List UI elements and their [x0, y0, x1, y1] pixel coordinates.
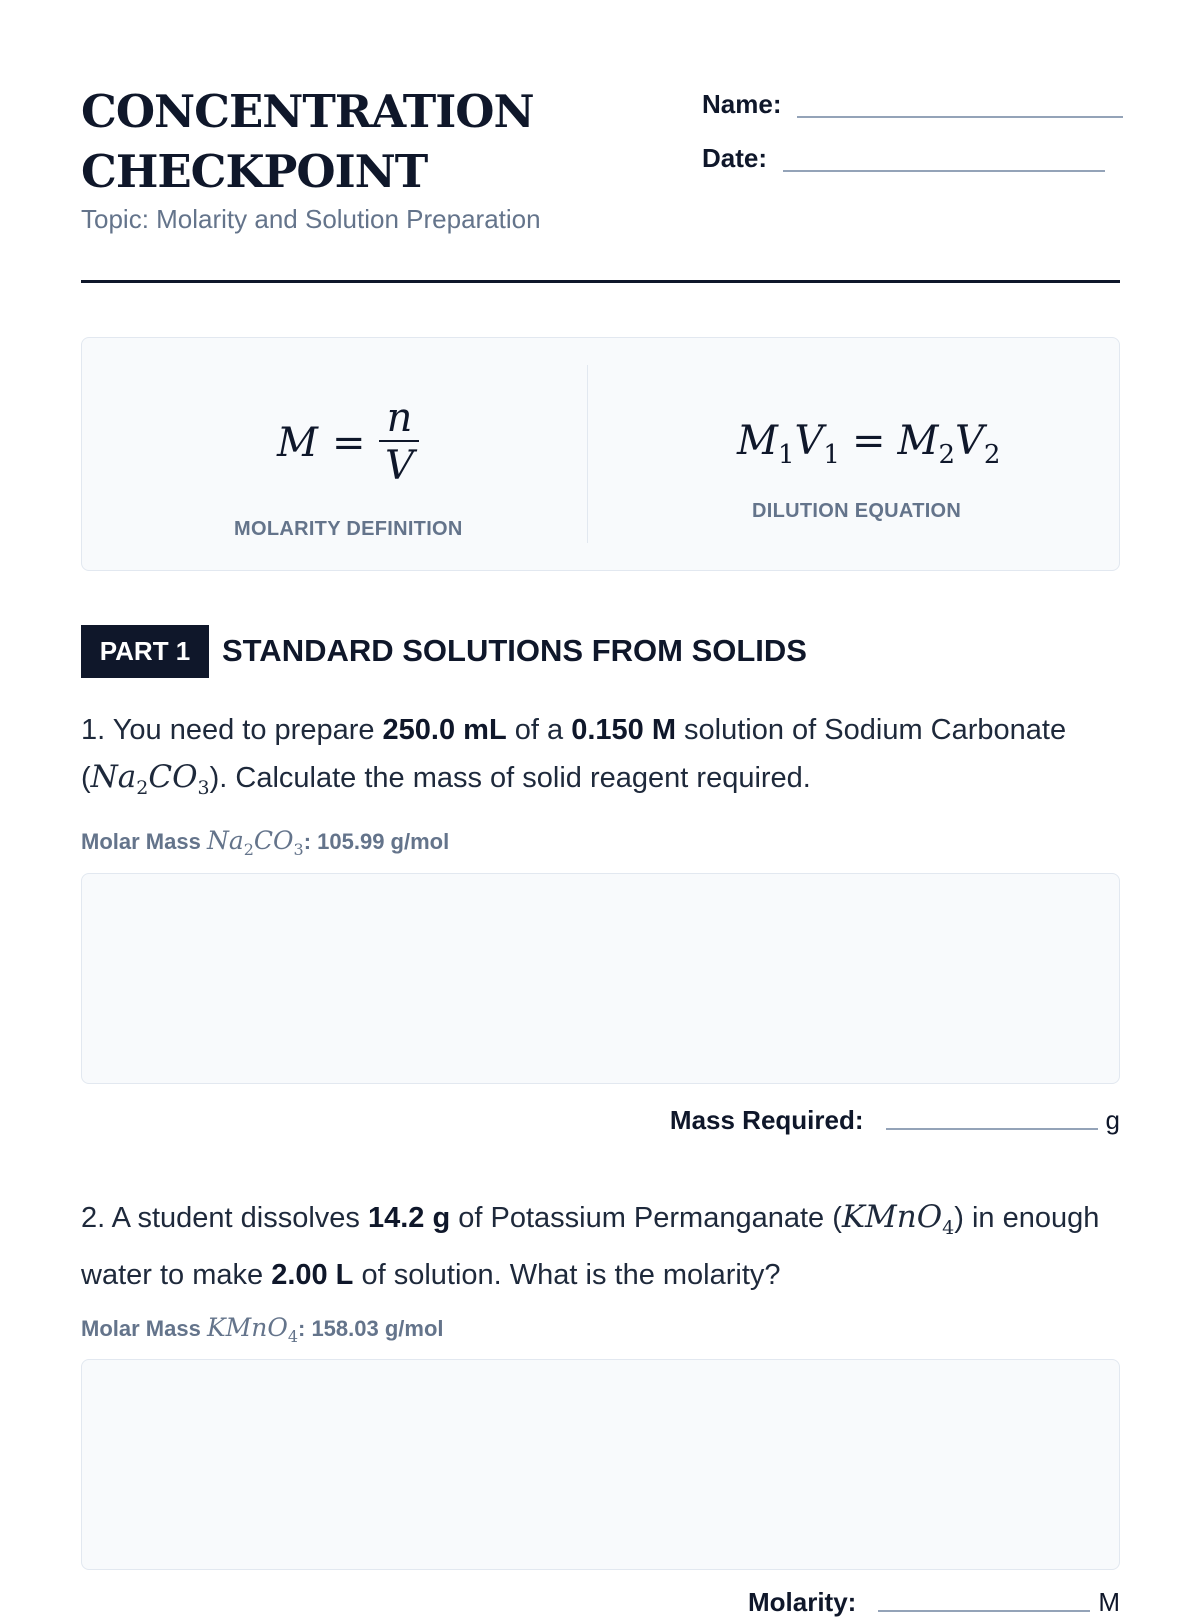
- worksheet-page: [81, 0, 1120, 1617]
- molar-mass-value: : 105.99 g/mol: [303, 829, 450, 854]
- formula-part: KMnO: [206, 1313, 288, 1342]
- name-field[interactable]: [797, 116, 1123, 118]
- molar-mass-formula: [206, 826, 304, 859]
- title-line-2: CHECKPOINT: [81, 145, 428, 198]
- formula-part: KMnO: [841, 1199, 943, 1235]
- q2-mass: 14.2 g: [367, 1202, 451, 1234]
- dilution-formula: [737, 418, 1000, 470]
- formula-subscript: 2: [136, 777, 149, 800]
- date-field[interactable]: [783, 170, 1105, 172]
- molarity-lhs: M: [277, 420, 318, 466]
- q1-text-part: 1. You need to prepare: [81, 714, 383, 746]
- q1-text-part: solution of Sodium Carbonate (: [81, 714, 1067, 794]
- formula-subscript: 4: [287, 1327, 298, 1346]
- q2-answer-label: Molarity:: [747, 1587, 857, 1617]
- name-row: [702, 80, 1123, 120]
- q1-formula: [90, 759, 210, 800]
- date-label: Date:: [702, 143, 768, 173]
- molar-mass-value: : 158.03 g/mol: [298, 1316, 444, 1341]
- q2-text-part: 2. A student dissolves: [81, 1202, 368, 1234]
- fraction-numerator: n: [386, 395, 413, 441]
- fraction-denominator: V: [385, 443, 414, 489]
- dilution-v2: V: [954, 418, 984, 464]
- formula-part: Na: [90, 759, 137, 795]
- q2-volume: 2.00 L: [271, 1259, 354, 1292]
- formula-part: CO: [253, 826, 294, 855]
- dilution-m1: M: [737, 418, 778, 464]
- formula-subscript: 2: [243, 840, 254, 859]
- q2-work-area[interactable]: [81, 1359, 1120, 1570]
- dilution-caption: DILUTION EQUATION: [752, 500, 962, 522]
- name-label: Name:: [702, 89, 782, 119]
- molarity-formula: [277, 396, 419, 490]
- q1-answer-unit: g: [1105, 1105, 1120, 1135]
- q2-answer-unit: M: [1098, 1587, 1120, 1617]
- dilution-v1: V: [794, 418, 824, 464]
- dilution-sub-1: 1: [777, 440, 795, 470]
- formula-part: CO: [148, 759, 198, 795]
- dilution-sub-3: 2: [938, 440, 955, 470]
- q2-molar-mass: [81, 1313, 444, 1346]
- q1-molar-mass: [81, 826, 449, 859]
- formula-reference-box: [81, 337, 1120, 571]
- page-title: [81, 82, 681, 202]
- formula-subscript: 3: [293, 840, 304, 859]
- molar-mass-label: Molar Mass: [81, 1316, 207, 1341]
- dilution-sub-4: 2: [983, 440, 1001, 470]
- molar-mass-formula: [206, 1313, 298, 1346]
- dilution-equals: =: [851, 418, 886, 464]
- molarity-equals: =: [331, 420, 366, 466]
- dilution-m2: M: [897, 418, 939, 464]
- q2-answer-row: [748, 1582, 1120, 1618]
- q2-text-part: ) in enough water to make: [81, 1202, 1100, 1292]
- question-2-text: [81, 1194, 1120, 1299]
- q1-text-part: ). Calculate the mass of solid reagent required.: [209, 762, 811, 794]
- title-line-1: CONCENTRATION: [81, 85, 534, 138]
- q2-formula: [841, 1199, 955, 1240]
- question-1-text: [81, 707, 1120, 812]
- formula-subscript: 4: [942, 1217, 955, 1240]
- part-1-tag: PART 1: [81, 625, 209, 678]
- title-block: [81, 82, 681, 202]
- q1-answer-field[interactable]: [886, 1128, 1098, 1130]
- q2-text-part: of Potassium Permanganate (: [450, 1202, 842, 1234]
- q1-concentration: 0.150 M: [571, 714, 676, 746]
- q2-answer-field[interactable]: [878, 1610, 1090, 1612]
- molarity-caption: MOLARITY DEFINITION: [234, 518, 463, 540]
- q2-text-part: of solution. What is the molarity?: [353, 1259, 781, 1292]
- formula-divider: [587, 365, 588, 543]
- topic-subtitle: Topic: Molarity and Solution Preparation: [81, 204, 541, 234]
- date-row: [702, 134, 1105, 174]
- q1-answer-label: Mass Required:: [669, 1105, 864, 1135]
- molarity-fraction: [379, 396, 419, 490]
- formula-subscript: 3: [197, 777, 210, 800]
- dilution-sub-2: 1: [823, 440, 840, 470]
- q1-work-area[interactable]: [81, 873, 1120, 1084]
- formula-part: Na: [206, 826, 244, 855]
- molar-mass-label: Molar Mass: [81, 829, 207, 854]
- part-1-title: STANDARD SOLUTIONS FROM SOLIDS: [222, 633, 807, 668]
- q1-volume: 250.0 mL: [382, 714, 507, 746]
- header-divider: [81, 280, 1120, 283]
- q1-answer-row: [670, 1100, 1120, 1136]
- q1-text-part: of a: [506, 714, 572, 746]
